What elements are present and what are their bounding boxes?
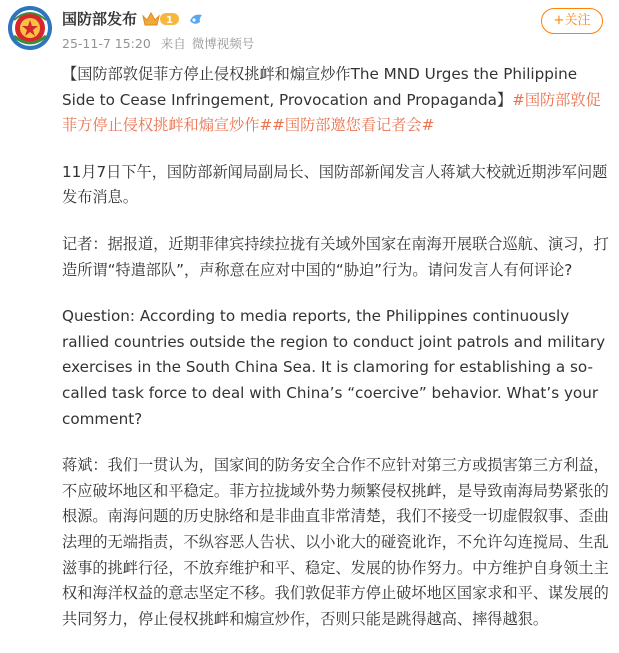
badge-level-text: 1 xyxy=(166,15,173,26)
post-title: 【国防部敦促菲方停止侵权挑衅和煽宣炒作The MND Urges the Philippine Side to Cease Infringement, Provocation and Propaganda】 xyxy=(62,65,578,109)
post-paragraph: 11月7日下午，国防部新闻局副局长、国防部新闻发言人蒋斌大校就近期涉军问题发布消息。 xyxy=(62,162,608,207)
author-name[interactable]: 国防部发布 xyxy=(62,10,138,28)
post-paragraph: Question: According to media reports, the Philippines continuously rallied countries outside the region to conduct joint patrols and military exercises in the South China Sea. It is clamoring for establishing a so-called task force to deal with China’s “coercive” behavior. What’s your comment? xyxy=(62,307,606,428)
post-time[interactable]: 25-11-7 15:20 xyxy=(62,36,151,51)
hashtag-link[interactable]: #国防部敦促菲方停止侵权挑衅和煽宣炒作# xyxy=(62,90,601,135)
post-source[interactable]: 微博视频号 xyxy=(191,36,255,51)
post-content xyxy=(62,62,610,653)
avatar[interactable] xyxy=(8,6,52,50)
level-badge-icon[interactable] xyxy=(188,11,204,27)
avatar-emblem-icon xyxy=(8,6,52,50)
hashtag-link[interactable]: #国防部邀您看记者会# xyxy=(272,116,435,135)
vip-crown-badge-icon[interactable] xyxy=(141,10,181,28)
post-paragraph: 蒋斌：我们一贯认为，国家间的防务安全合作不应针对第三方或损害第三方利益，不应破坏地区和平稳定。菲方拉拢域外势力频繁侵权挑衅，是导致南海局势紧张的根源。南海问题的历史脉络和是非曲直非常清楚，我们不接受一切虚假叙事、歪曲法理的无端指责，不纵容恶人告状、以小讹大的碰瓷讹诈，不允许勾连搅局、生乱滋事的挑衅行径，不放弃维护和平、稳定、发展的协作努力。中方维护自身领土主权和海洋权益的意志坚定不移。我们敦促菲方停止破坏地区国家求和平、谋发展的共同努力，停止侵权挑衅和煽宣炒作，否则只能是跳得越高、摔得越狠。 xyxy=(62,456,609,628)
follow-button[interactable]: +关注 xyxy=(541,8,603,34)
post-title-paragraph xyxy=(62,62,610,139)
post-meta xyxy=(62,35,260,53)
source-prefix: 来自 xyxy=(160,36,186,51)
post-paragraph: 记者：据报道，近期菲律宾持续拉拢有关域外国家在南海开展联合巡航、演习，打造所谓“特遣部队”，声称意在应对中国的“胁迫”行为。请问发言人有何评论? xyxy=(62,234,609,279)
